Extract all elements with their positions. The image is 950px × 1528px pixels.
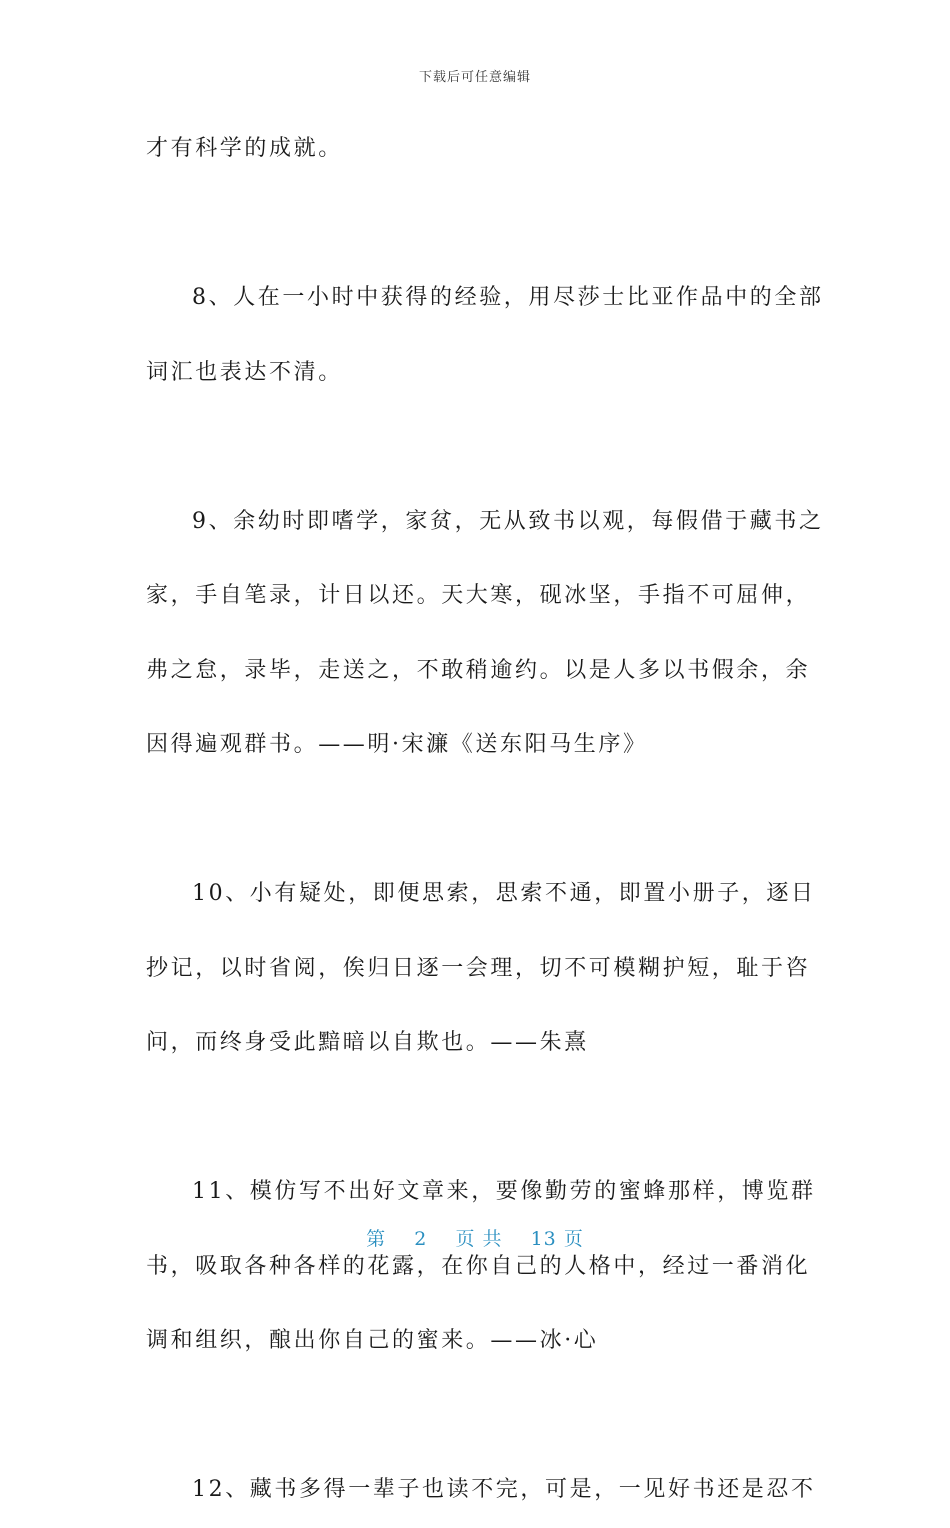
footer-suffix: 页: [563, 1228, 584, 1250]
paragraph-gap: [146, 1379, 806, 1454]
total-pages-number: 13: [530, 1228, 557, 1250]
paragraph-gap: [146, 187, 806, 262]
paragraph-gap: [146, 783, 806, 858]
text-line: 问，而终身受此黯暗以自欺也。——朱熹: [146, 1030, 589, 1055]
paragraph-gap: [146, 410, 806, 485]
text-line: 才有科学的成就。: [146, 136, 343, 161]
text-line: 因得遍观群书。——明·宋濂《送东阳马生序》: [146, 732, 648, 757]
text-line: 8、人在一小时中获得的经验，用尽莎士比亚作品中的全部: [192, 285, 824, 310]
text-line: 书，吸取各种各样的花露，在你自己的人格中，经过一番消化: [146, 1253, 811, 1279]
text-line: 11、模仿写不出好文章来，要像勤劳的蜜蜂那样，博览群: [192, 1179, 816, 1204]
text-line: 抄记，以时省阅，俟归日逐一会理，切不可模糊护短，耻于咨: [146, 955, 811, 981]
page-header: 下载后可任意编辑: [418, 70, 531, 85]
page-footer: [0, 1224, 950, 1251]
paragraph-gap: [146, 1081, 806, 1156]
text-line: 家，手自笔录，计日以还。天大寒，砚冰坚，手指不可屈伸，: [146, 583, 811, 608]
footer-middle: 页 共: [455, 1228, 503, 1250]
text-line: 9、余幼时即嗜学，家贫，无从致书以观，每假借于藏书之: [192, 508, 824, 534]
text-line: 10、小有疑处，即便思索，思索不通，即置小册子，逐日: [192, 881, 816, 906]
text-line: 词汇也表达不清。: [146, 359, 343, 385]
document-body: [146, 112, 824, 1528]
current-page-number: 2: [414, 1228, 428, 1250]
text-line: 调和组织，酿出你自己的蜜来。——冰·心: [146, 1328, 599, 1353]
text-line: 弗之怠，录毕，走送之，不敢稍逾约。以是人多以书假余，余: [146, 657, 811, 683]
footer-prefix: 第: [366, 1228, 387, 1250]
text-line: 12、藏书多得一辈子也读不完，可是，一见好书还是忍不: [192, 1477, 816, 1502]
